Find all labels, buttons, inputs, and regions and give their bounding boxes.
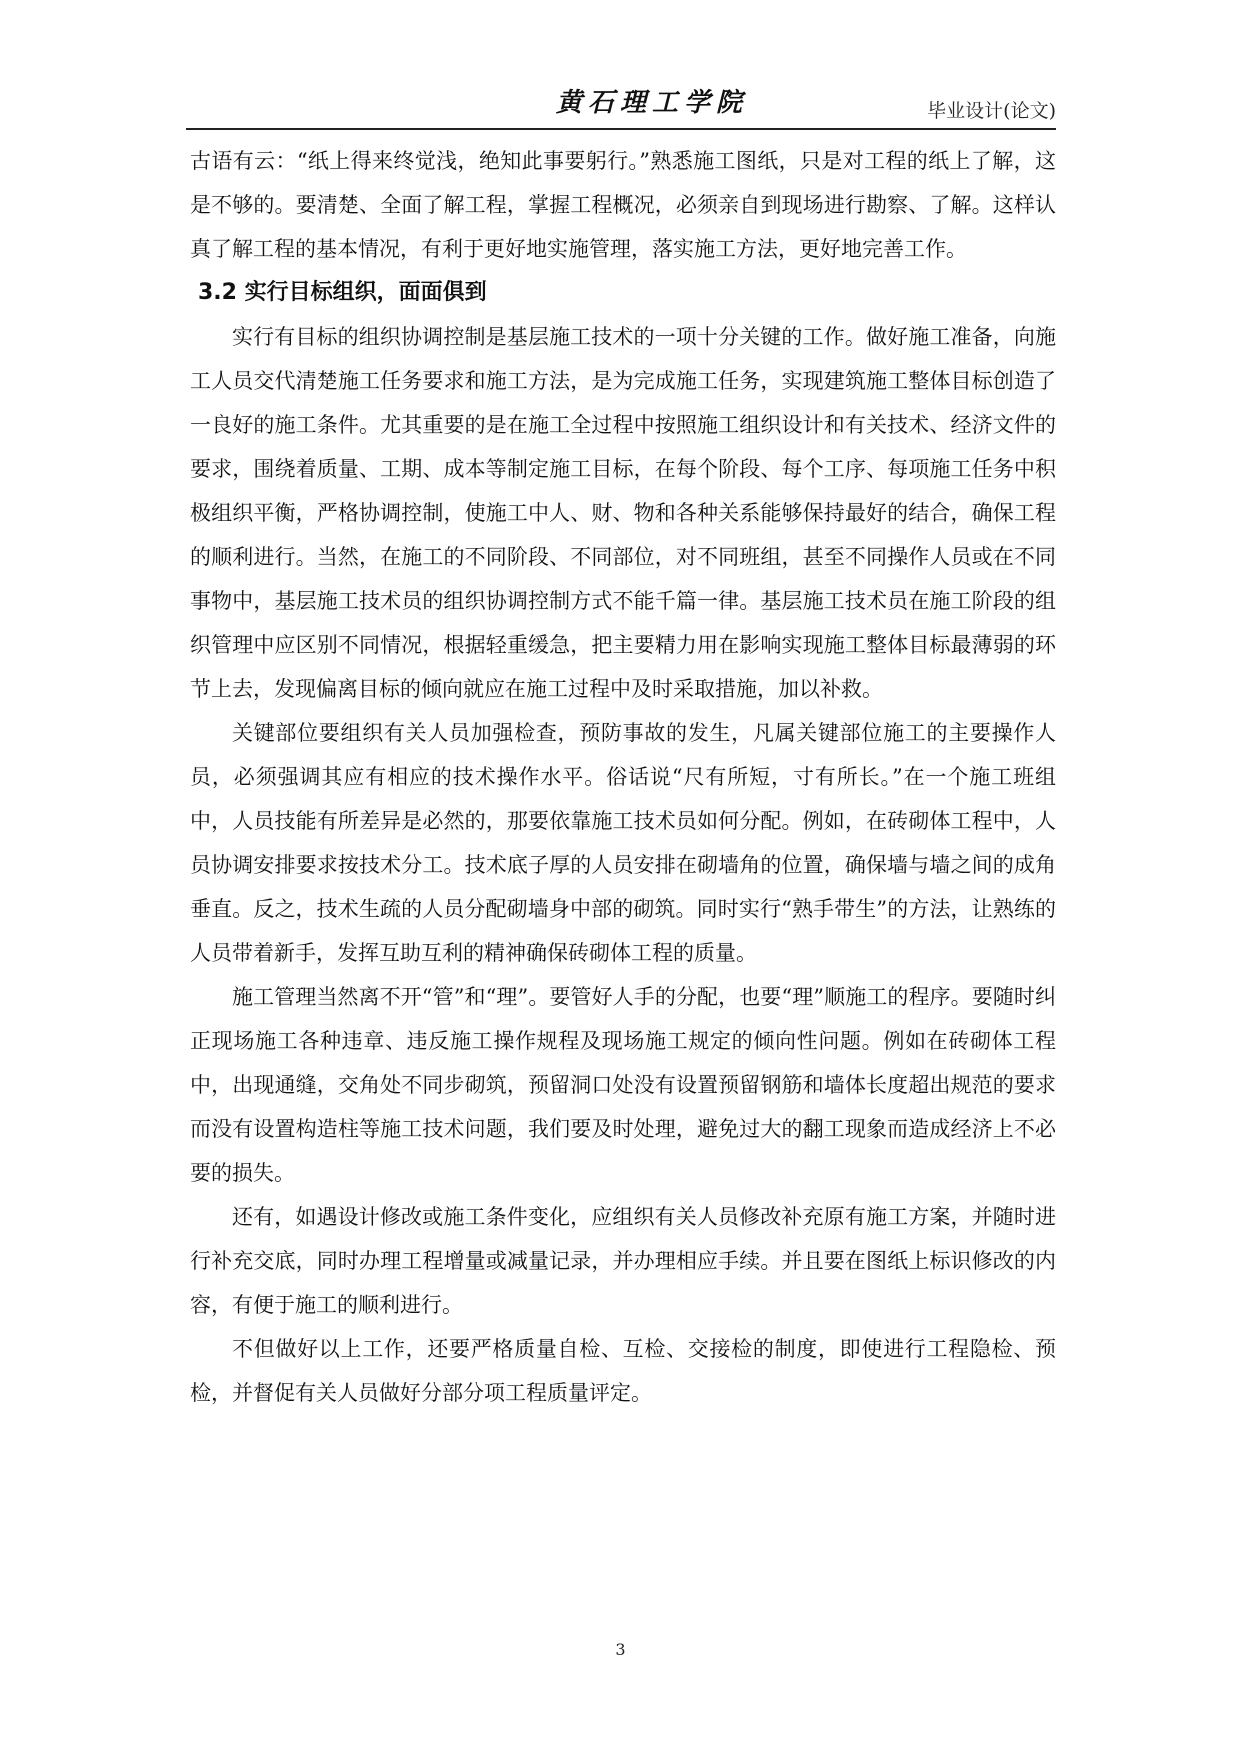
- header-divider: [186, 128, 1056, 130]
- paragraph-intro: 古语有云：“纸上得来终觉浅，绝知此事要躬行。”熟悉施工图纸，只是对工程的纸上了解，这是不够的。要清楚、全面了解工程，掌握工程概况，必须亲自到现场进行勘察、了解。这样认真了解工程的基本情况，有利于更好地实施管理，落实施工方法，更好地完善工作。: [190, 149, 1056, 261]
- body-text: [190, 139, 1056, 1415]
- page-number: 3: [615, 1640, 626, 1659]
- page-header: [186, 80, 1056, 128]
- paragraph: 不但做好以上工作，还要严格质量自检、互检、交接检的制度，即使进行工程隐检、预检，并督促有关人员做好分部分项工程质量评定。: [190, 1337, 1056, 1405]
- paragraph: 施工管理当然离不开“管”和“理”。要管好人手的分配，也要“理”顺施工的程序。要随时纠正现场施工各种违章、违反施工操作规程及现场施工规定的倾向性问题。例如在砖砌体工程中，出现通缝，交角处不同步砌筑，预留洞口处没有设置预留钢筋和墙体长度超出规范的要求而没有设置构造柱等施工技术问题，我们要及时处理，避免过大的翻工现象而造成经济上不必要的损失。: [190, 985, 1056, 1185]
- header-document-type: 毕业设计(论文): [927, 100, 1056, 122]
- paragraph: 还有，如遇设计修改或施工条件变化，应组织有关人员修改补充原有施工方案，并随时进行补充交底，同时办理工程增量或减量记录，并办理相应手续。并且要在图纸上标识修改的内容，有便于施工的顺利进行。: [190, 1205, 1056, 1317]
- institution-logo: 黄石理工学院: [556, 88, 749, 118]
- paragraph: 关键部位要组织有关人员加强检查，预防事故的发生，凡属关键部位施工的主要操作人员，必须强调其应有相应的技术操作水平。俗话说“尺有所短，寸有所长。”在一个施工班组中，人员技能有所差异是必然的，那要依靠施工技术员如何分配。例如，在砖砌体工程中，人员协调安排要求按技术分工。技术底子厚的人员安排在砌墙角的位置，确保墙与墙之间的成角垂直。反之，技术生疏的人员分配砌墙身中部的砌筑。同时实行“熟手带生”的方法，让熟练的人员带着新手，发挥互助互利的精神确保砖砌体工程的质量。: [190, 721, 1056, 965]
- section-heading: 3.2 实行目标组织，面面俱到: [198, 280, 487, 305]
- paragraph: 实行有目标的组织协调控制是基层施工技术的一项十分关键的工作。做好施工准备，向施工人员交代清楚施工任务要求和施工方法，是为完成施工任务，实现建筑施工整体目标创造了一良好的施工条件。尤其重要的是在施工全过程中按照施工组织设计和有关技术、经济文件的要求，围绕着质量、工期、成本等制定施工目标，在每个阶段、每个工序、每项施工任务中积极组织平衡，严格协调控制，使施工中人、财、物和各种关系能够保持最好的结合，确保工程的顺利进行。当然，在施工的不同阶段、不同部位，对不同班组，甚至不同操作人员或在不同事物中，基层施工技术员的组织协调控制方式不能千篇一律。基层施工技术员在施工阶段的组织管理中应区别不同情况，根据轻重缓急，把主要精力用在影响实现施工整体目标最薄弱的环节上去，发现偏离目标的倾向就应在施工过程中及时采取措施，加以补救。: [190, 325, 1056, 701]
